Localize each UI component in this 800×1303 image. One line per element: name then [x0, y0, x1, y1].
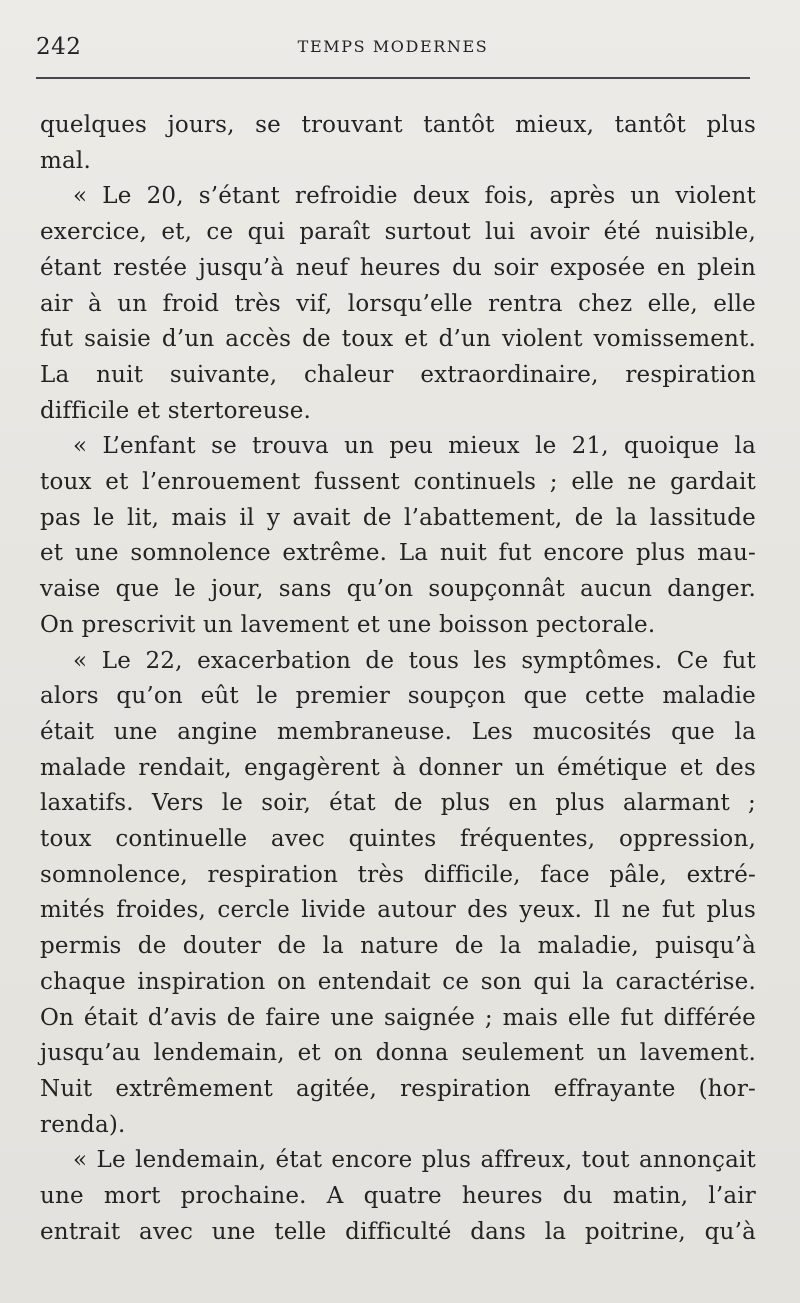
text-line-31: une mort prochaine. A quatre heures du matin, l’air: [40, 1183, 756, 1210]
page-header: [36, 30, 750, 62]
text-line-13: et une somnolence extrême. La nuit fut encore plus mau-: [40, 540, 756, 567]
paragraph-1: [40, 108, 756, 179]
text-line-30: « Le lendemain, état encore plus affreux, tout annonçait: [73, 1147, 756, 1174]
text-line-23: mités froides, cercle livide autour des yeux. Il ne fut plus: [40, 897, 756, 924]
text-line-11: toux et l’enrouement fussent continuels ; elle ne gardait: [40, 469, 756, 496]
text-line-24: permis de douter de la nature de la maladie, puisqu’à: [40, 933, 756, 960]
text-line-10: « L’enfant se trouva un peu mieux le 21, quoique la: [73, 433, 756, 460]
text-line-6: air à un froid très vif, lorsqu’elle rentra chez elle, elle: [40, 290, 756, 317]
text-line-7: fut saisie d’un accès de toux et d’un violent vomissement.: [40, 326, 756, 353]
text-line-5: étant restée jusqu’à neuf heures du soir exposée en plein: [40, 254, 756, 281]
text-line-19: malade rendait, engagèrent à donner un émétique et des: [40, 754, 756, 781]
body-text: [40, 108, 756, 1251]
paragraph-4: [40, 644, 756, 1144]
paragraph-3: [40, 429, 756, 643]
text-line-1: quelques jours, se trouvant tantôt mieux, tantôt plus: [40, 112, 756, 138]
text-line-15: On prescrivit un lavement et une boisson pectorale.: [40, 611, 656, 638]
text-line-18: était une angine membraneuse. Les mucosités que la: [40, 718, 756, 745]
text-line-9: difficile et stertoreuse.: [40, 397, 312, 424]
text-line-4: exercice, et, ce qui paraît surtout lui avoir été nuisible,: [40, 219, 756, 246]
text-line-25: chaque inspiration on entendait ce son qui la caractérise.: [40, 968, 756, 995]
text-line-3: « Le 20, s’étant refroidie deux fois, après un violent: [73, 183, 756, 210]
text-line-22: somnolence, respiration très difficile, face pâle, extré-: [40, 861, 756, 888]
text-line-14: vaise que le jour, sans qu’on soupçonnât aucun danger.: [40, 576, 756, 603]
text-line-2: mal.: [40, 147, 91, 174]
text-line-29: renda).: [40, 1111, 126, 1138]
text-line-20: laxatifs. Vers le soir, état de plus en plus alarmant ;: [40, 790, 756, 817]
header-rule: [36, 77, 750, 79]
paragraph-2: [40, 179, 756, 429]
text-line-27: jusqu’au lendemain, et on donna seulement un lavement.: [40, 1040, 756, 1067]
text-line-17: alors qu’on eût le premier soupçon que cette maladie: [40, 683, 756, 710]
text-line-28: Nuit extrêmement agitée, respiration effrayante (hor-: [40, 1075, 756, 1102]
text-line-16: « Le 22, exacerbation de tous les symptômes. Ce fut: [73, 647, 756, 674]
text-line-26: On était d’avis de faire une saignée ; mais elle fut différée: [40, 1004, 756, 1031]
text-line-32: entrait avec une telle difficulté dans la poitrine, qu’à: [40, 1218, 756, 1245]
page-number: 242: [36, 34, 82, 60]
text-line-21: toux continuelle avec quintes fréquentes, oppression,: [40, 826, 756, 853]
running-title: TEMPS MODERNES: [297, 37, 489, 56]
paragraph-5: [40, 1143, 756, 1250]
text-line-8: La nuit suivante, chaleur extraordinaire, respiration: [40, 361, 756, 388]
text-line-12: pas le lit, mais il y avait de l’abattement, de la lassitude: [40, 504, 756, 531]
